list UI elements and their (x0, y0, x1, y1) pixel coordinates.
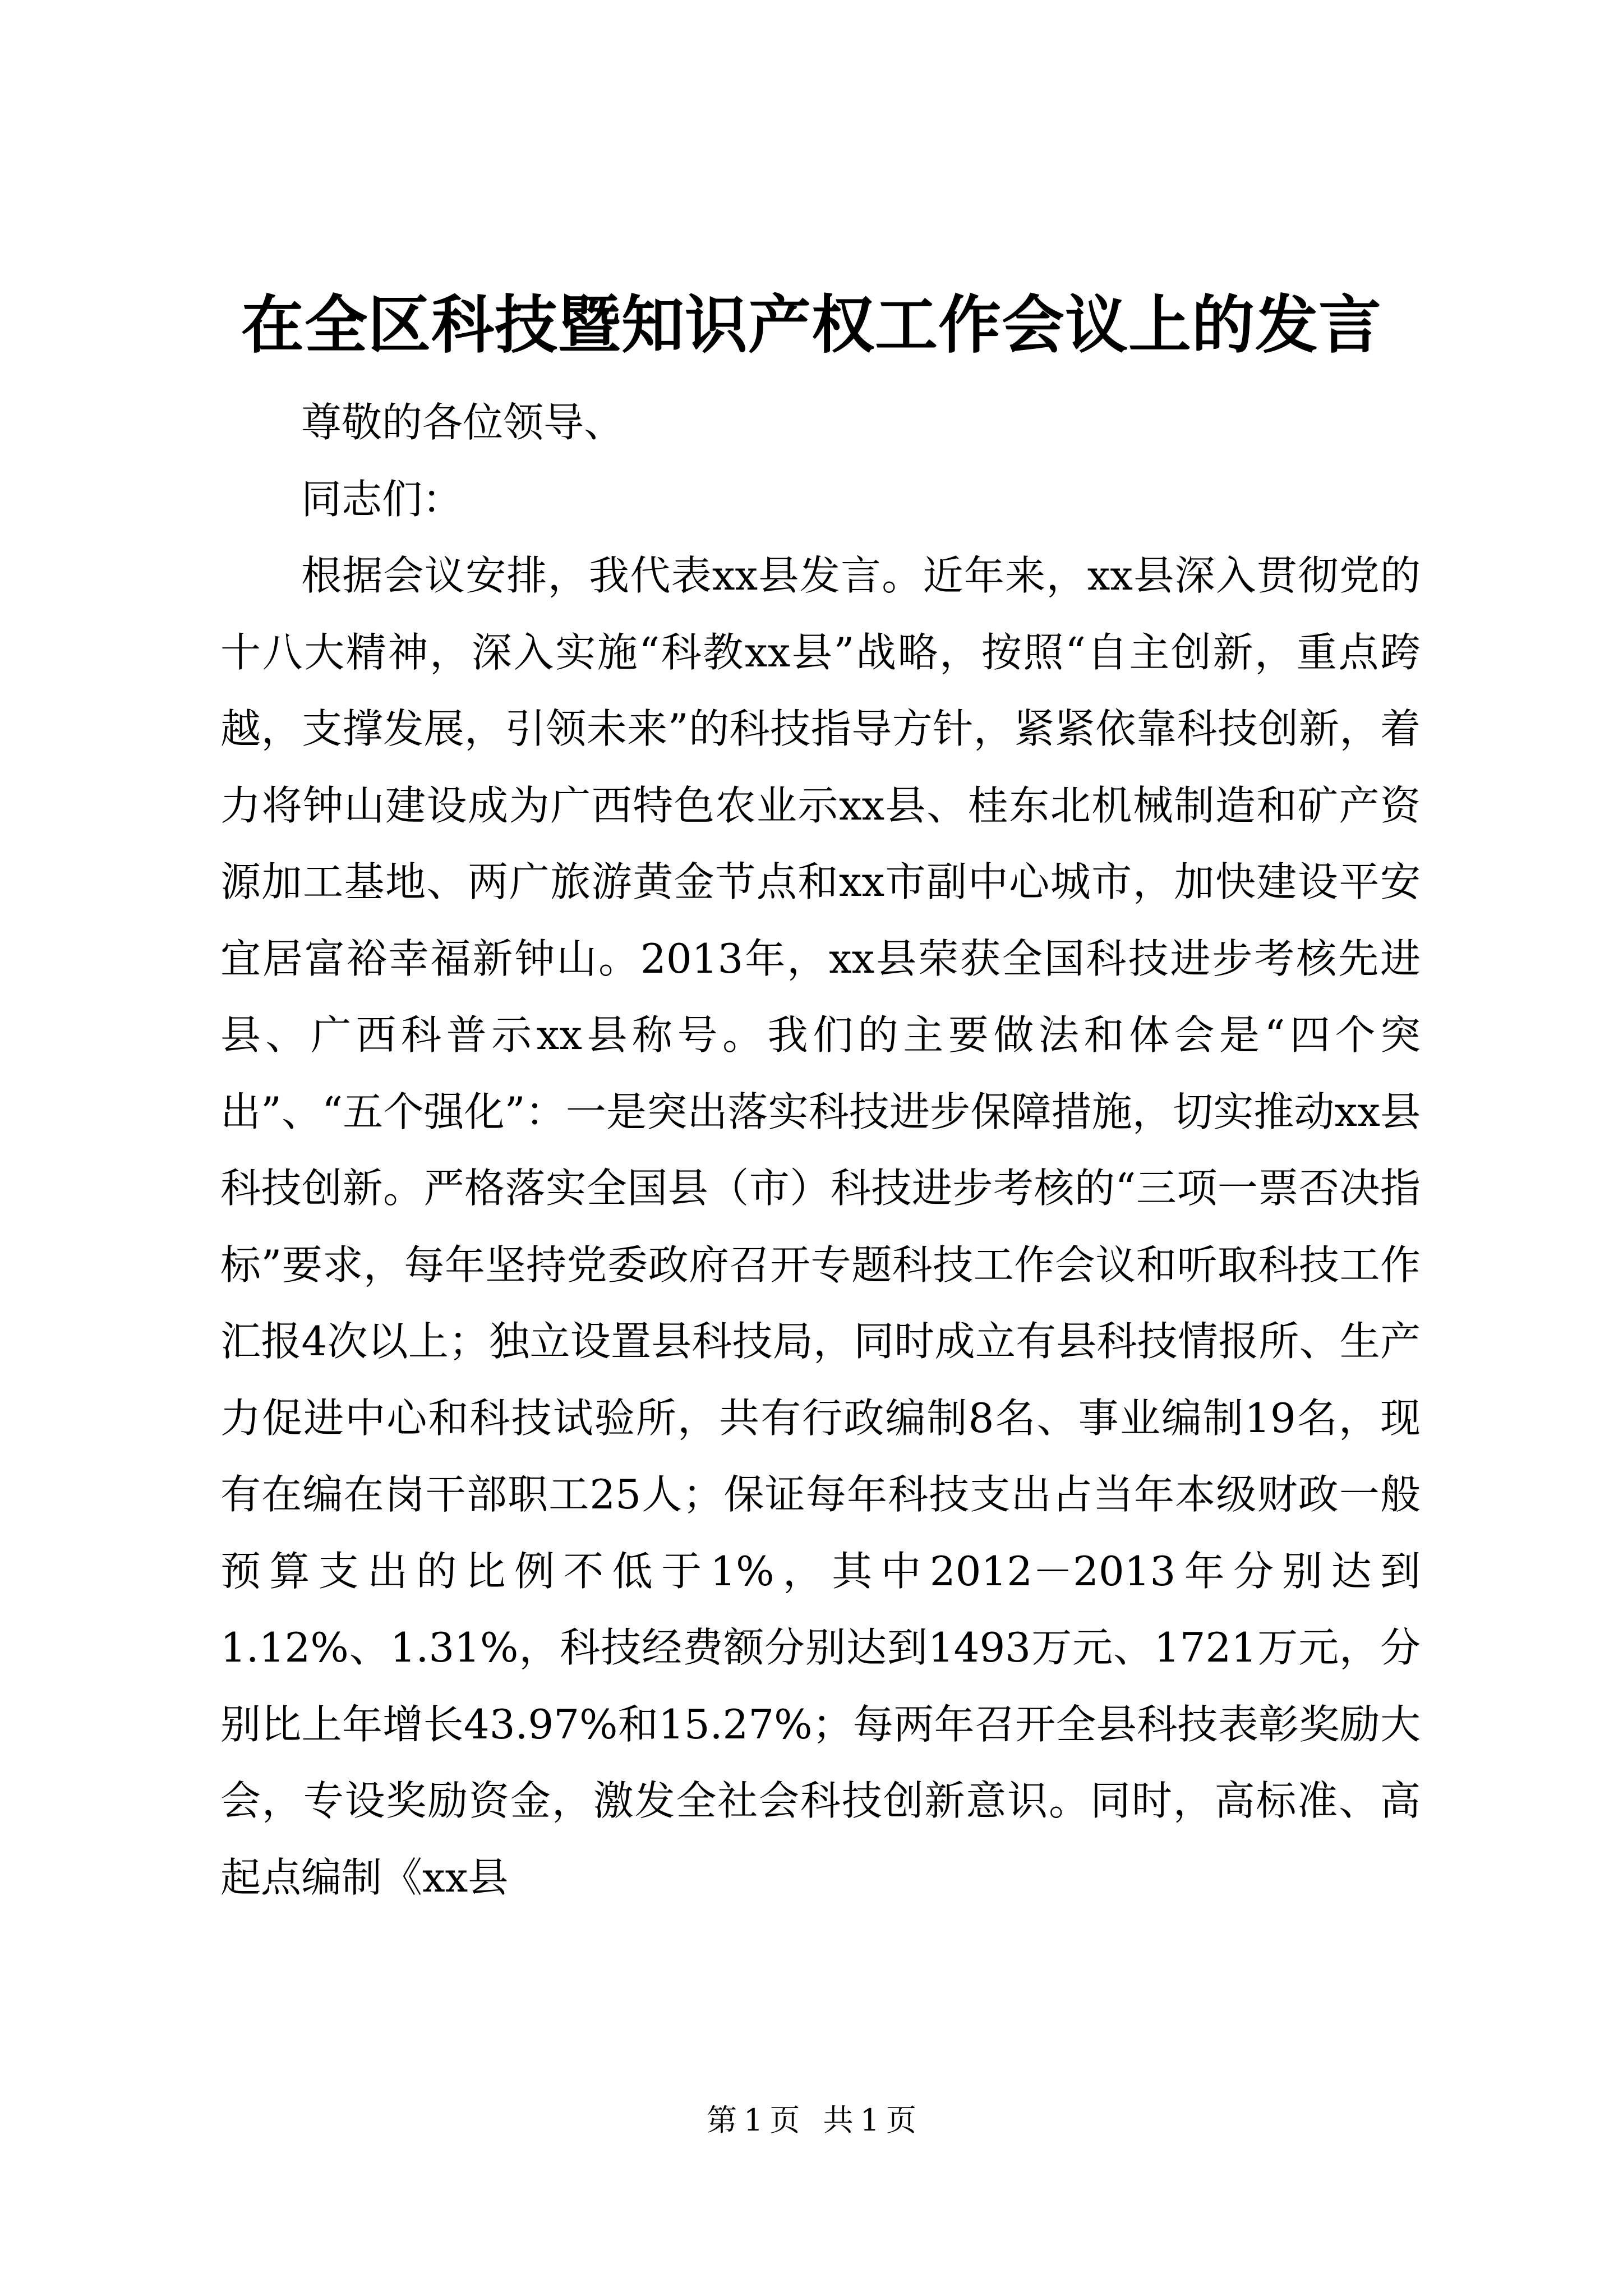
page-number: 第 1 页 (707, 2102, 800, 2138)
salutation-line-1: 尊敬的各位领导、 (301, 399, 625, 446)
page-footer (0, 2101, 1623, 2140)
document-title: 在全区科技暨知识产权工作会议上的发言 (241, 288, 1382, 362)
salutation-line-2: 同志们： (301, 475, 463, 523)
body-paragraph: 根据会议安排，我代表xx县发言。近年来，xx县深入贯彻党的十八大精神，深入实施“科教xx县”战略，按照“自主创新，重点跨越，支撑发展，引领未来”的科技指导方针，紧紧依靠科技创新，着力将钟山建设成为广西特色农业示xx县、桂东北机械制造和矿产资源加工基地、两广旅游黄金节点和xx市副中心城市，加快建设平安宜居富裕幸福新钟山。2013年，xx县荣获全国科技进步考核先进县、广西科普示xx县称号。我们的主要做法和体会是“四个突出”、“五个强化”：一是突出落实科技进步保障措施，切实推动xx县科技创新。严格落实全国县（市）科技进步考核的“三项一票否决指标”要求，每年坚持党委政府召开专题科技工作会议和听取科技工作汇报4次以上；独立设置县科技局，同时成立有县科技情报所、生产力促进中心和科技试验所，共有行政编制8名、事业编制19名，现有在编在岗干部职工25人；保证每年科技支出占当年本级财政一般预算支出的比例不低于1%，其中2012－2013年分别达到1.12%、1.31%，科技经费额分别达到1493万元、1721万元，分别比上年增长43.97%和15.27%；每两年召开全县科技表彰奖励大会，专设奖励资金，激发全社会科技创新意识。同时，高标准、高起点编制《xx县 (220, 552, 1421, 1901)
document-body (220, 384, 1421, 1916)
page-total: 共 1 页 (823, 2102, 916, 2138)
